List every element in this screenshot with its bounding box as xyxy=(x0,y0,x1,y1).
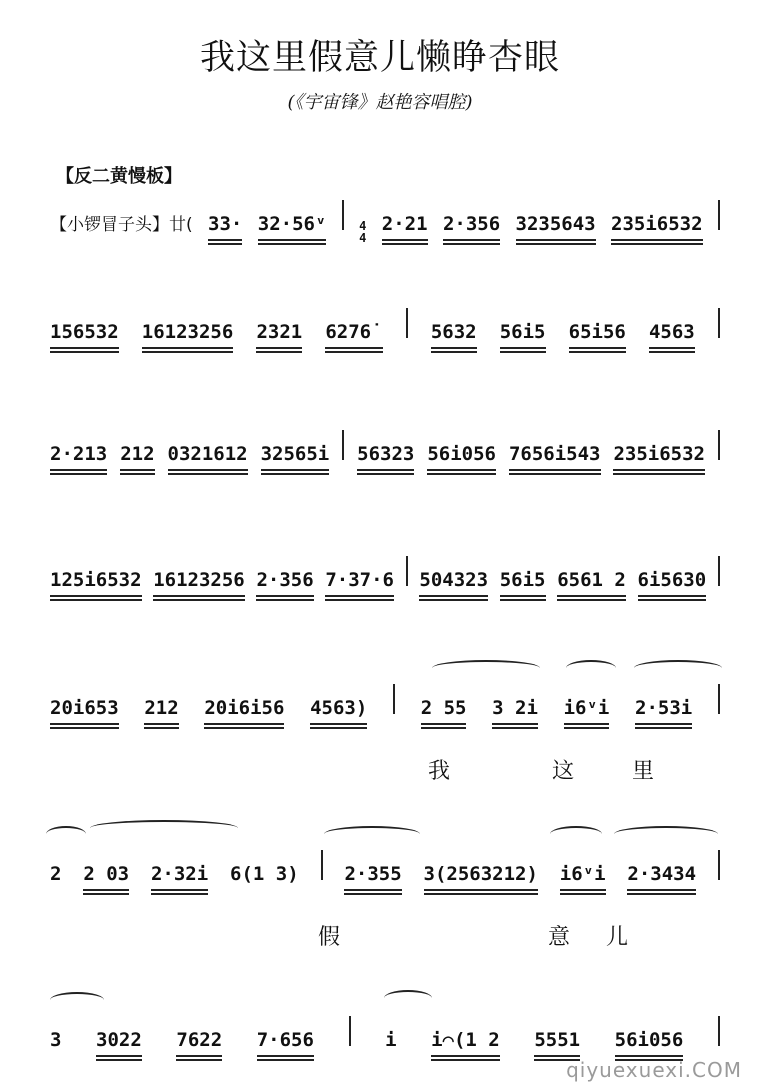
barline xyxy=(718,430,720,460)
note-group: 3022 xyxy=(96,1029,142,1057)
time-signature: 4 4 xyxy=(359,219,367,245)
note-group: 56i056 xyxy=(615,1029,684,1057)
note-group: 2·32i xyxy=(151,863,208,891)
barline xyxy=(406,308,408,338)
barline xyxy=(718,684,720,714)
note-group: 6276˙ xyxy=(325,321,382,349)
note-group: 32·56ᵛ xyxy=(258,213,327,241)
note-group: 5551 xyxy=(534,1029,580,1057)
note-group: 2·53i xyxy=(635,697,692,725)
watermark: qiyuexuexi.COM xyxy=(566,1058,742,1082)
barline xyxy=(393,684,395,714)
note-group: 5632 xyxy=(431,321,477,349)
note-group: 20i653 xyxy=(50,697,119,725)
note-group: 16123256 xyxy=(153,569,245,597)
slur-mark xyxy=(614,826,718,842)
note-group: i6ᵛi xyxy=(564,697,610,725)
note-group: 212 xyxy=(144,697,178,725)
barline xyxy=(718,850,720,880)
slur-mark xyxy=(634,660,722,676)
lyrics-line xyxy=(0,920,760,950)
note-group: 32565i xyxy=(261,443,330,471)
slur-mark xyxy=(50,992,104,1008)
note-group: 6561 2 xyxy=(557,569,626,597)
song-title: 我这里假意儿懒睁杏眼 xyxy=(199,38,560,78)
note-group: 4563 xyxy=(649,321,695,349)
lyric-char: 意 xyxy=(548,925,571,950)
score-line-5 xyxy=(0,684,760,784)
barline xyxy=(349,1016,351,1046)
lyrics-line xyxy=(0,754,760,784)
note-group: 3(2563212) xyxy=(424,863,538,891)
note-group: 0321612 xyxy=(168,443,248,471)
barline xyxy=(406,556,408,586)
note-group: 56i5 xyxy=(500,569,546,597)
slur-mark xyxy=(432,660,540,676)
note-group: 235i6532 xyxy=(613,443,705,471)
note-group: 7·37·6 xyxy=(325,569,394,597)
note-group: 2 03 xyxy=(83,863,129,891)
note-group: 2321 xyxy=(256,321,302,349)
note-group: 7·656 xyxy=(257,1029,314,1057)
note-group: 2·21 xyxy=(382,213,428,241)
note-group: 2·355 xyxy=(344,863,401,891)
barline xyxy=(718,200,720,230)
note-group: 33· xyxy=(208,213,242,241)
note-group: 3 xyxy=(50,1029,62,1051)
note-group: 56i5 xyxy=(500,321,546,349)
barline xyxy=(342,430,344,460)
note-group: 56i056 xyxy=(427,443,496,471)
note-group: 2 55 xyxy=(421,697,467,725)
lyric-char: 这 xyxy=(552,759,575,784)
barline xyxy=(718,1016,720,1046)
note-group: 2·3434 xyxy=(627,863,696,891)
slur-mark xyxy=(46,826,86,842)
note-group: 212 xyxy=(120,443,154,471)
score-line-2 xyxy=(0,308,760,368)
note-group: 20i6i56 xyxy=(204,697,284,725)
note-group: 2·356 xyxy=(443,213,500,241)
barline xyxy=(718,308,720,338)
score-line-1 xyxy=(0,200,760,260)
note-group: 7656i543 xyxy=(509,443,601,471)
note-group: 125i6532 xyxy=(50,569,142,597)
barline xyxy=(718,556,720,586)
note-group: 65i56 xyxy=(569,321,626,349)
note-group: 16123256 xyxy=(142,321,234,349)
slur-mark xyxy=(90,820,238,836)
score-line-6 xyxy=(0,850,760,950)
note-group: 6(1 3) xyxy=(230,863,299,885)
score-line-3 xyxy=(0,430,760,490)
note-group: i xyxy=(385,1029,397,1051)
lyric-char: 儿 xyxy=(606,925,629,950)
note-group: 7622 xyxy=(176,1029,222,1057)
note-group: 3235643 xyxy=(516,213,596,241)
note-group: 156532 xyxy=(50,321,119,349)
line-prefix: 【小锣冒子头】廿( xyxy=(50,215,193,235)
note-group: 56323 xyxy=(357,443,414,471)
lyric-char: 我 xyxy=(428,759,451,784)
section-label: 【反二黄慢板】 xyxy=(56,166,182,187)
note-group: i6ᵛi xyxy=(560,863,606,891)
barline xyxy=(321,850,323,880)
note-group: 235i6532 xyxy=(611,213,703,241)
slur-mark xyxy=(566,660,616,676)
slur-mark xyxy=(384,990,432,1006)
note-group: 3 2i xyxy=(492,697,538,725)
score-line-4 xyxy=(0,556,760,616)
note-group: 504323 xyxy=(419,569,488,597)
lyric-char: 里 xyxy=(632,759,655,784)
barline xyxy=(342,200,344,230)
slur-mark xyxy=(550,826,602,842)
note-group: 2·356 xyxy=(256,569,313,597)
note-group: 4563) xyxy=(310,697,367,725)
note-group: 2 xyxy=(50,863,62,885)
note-group: 6i5630 xyxy=(638,569,707,597)
slur-mark xyxy=(324,826,420,842)
lyric-char: 假 xyxy=(318,925,341,950)
note-group: i⌒(1 2 xyxy=(431,1029,500,1057)
song-subtitle: (《宇宙锋》赵艳容唱腔) xyxy=(287,92,473,113)
note-group: 2·213 xyxy=(50,443,107,471)
